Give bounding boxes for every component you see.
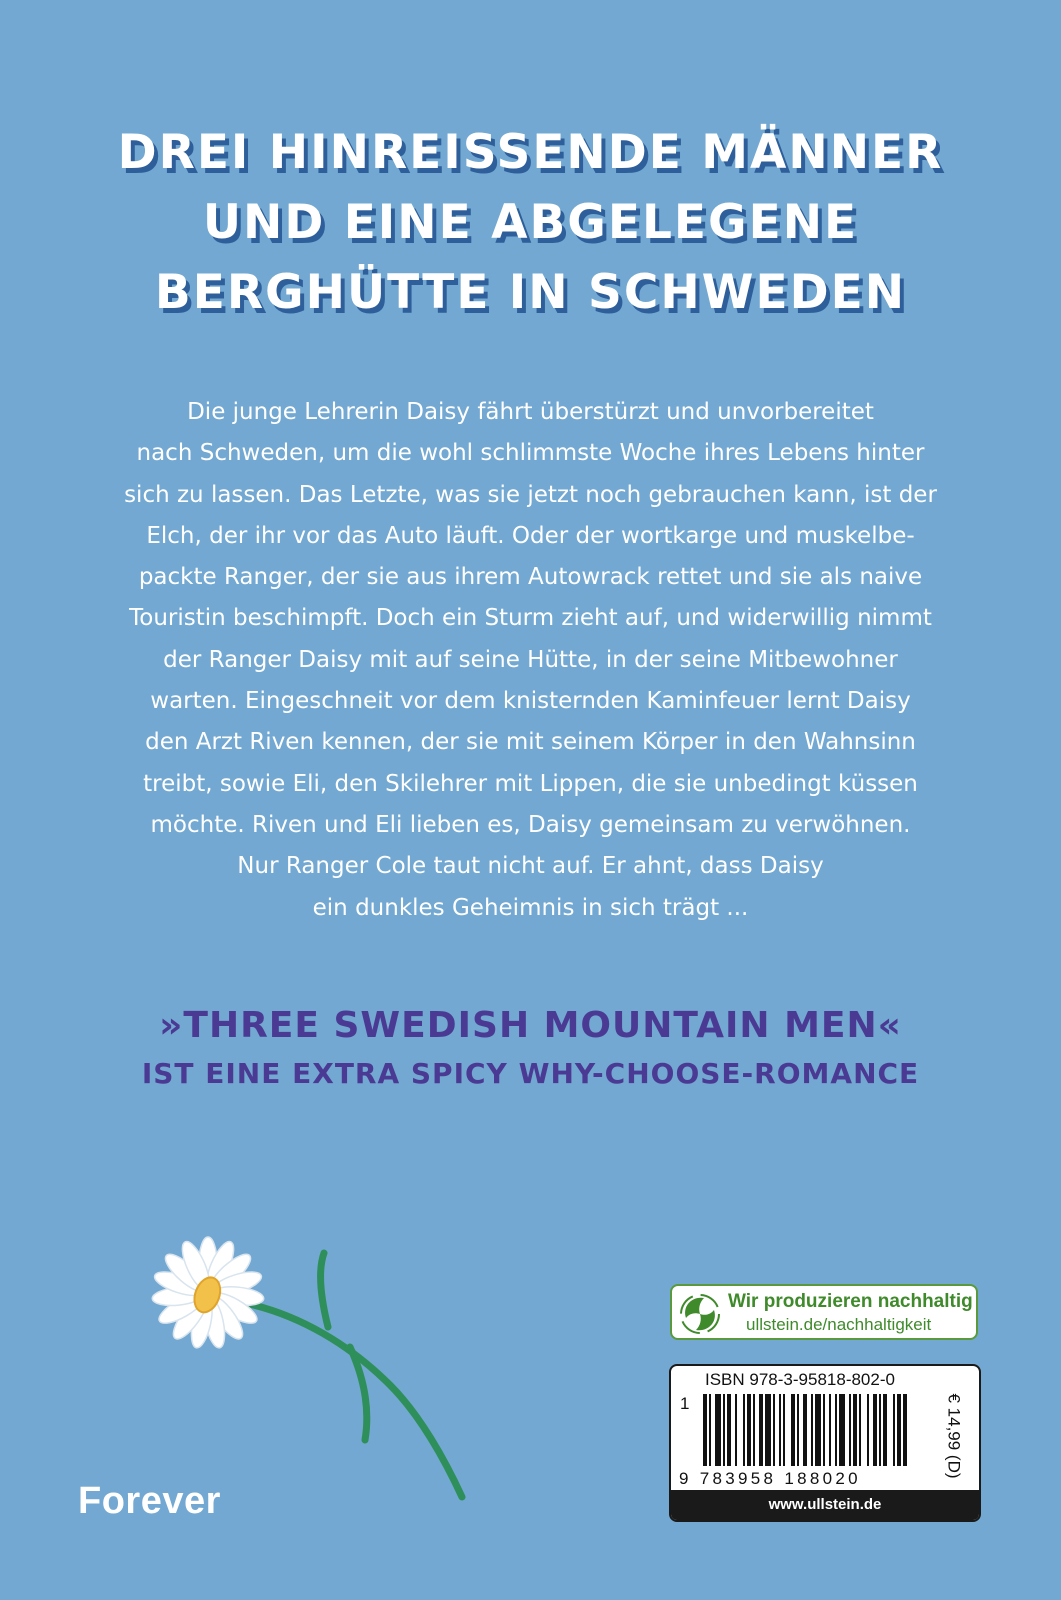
barcode-first-digit: 1 bbox=[680, 1394, 690, 1413]
blurb-line: Nur Ranger Cole taut nicht auf. Er ahnt, dass Daisy bbox=[237, 853, 824, 880]
publisher-url: www.ullstein.de bbox=[671, 1490, 979, 1520]
barcode-bar bbox=[835, 1394, 837, 1466]
blurb-line: Elch, der ihr vor das Auto läuft. Oder der wortkarge und muskelbe- bbox=[146, 522, 915, 549]
barcode-bar bbox=[709, 1394, 711, 1466]
barcode-bar bbox=[723, 1394, 725, 1466]
price-label: € 14,99 (D) bbox=[944, 1393, 964, 1479]
barcode-bar bbox=[797, 1394, 799, 1466]
publisher-brand: Forever bbox=[78, 1480, 221, 1522]
blurb-line: möchte. Riven und Eli lieben es, Daisy gemeinsam zu verwöhnen. bbox=[150, 811, 911, 838]
blurb-line: den Arzt Riven kennen, der sie mit seinem Körper in den Wahnsinn bbox=[145, 729, 916, 756]
blurb-line: ein dunkles Geheimnis in sich trägt ... bbox=[312, 894, 749, 921]
barcode-bar bbox=[839, 1394, 845, 1466]
barcode-bar bbox=[703, 1394, 707, 1466]
blurb-text bbox=[90, 392, 971, 929]
barcode-bar bbox=[783, 1394, 785, 1466]
barcode-bar bbox=[867, 1394, 869, 1466]
barcode-box bbox=[669, 1364, 981, 1522]
barcode-bar bbox=[753, 1394, 755, 1466]
tagline bbox=[0, 1000, 1061, 1096]
barcode-bar bbox=[715, 1394, 721, 1466]
blurb-line: Die junge Lehrerin Daisy fährt überstürzt und unvorbereitet bbox=[187, 399, 874, 425]
daisy-flower-icon bbox=[150, 1235, 490, 1505]
isbn-label: ISBN 978-3-95818-802-0 bbox=[705, 1370, 895, 1389]
tagline-subtitle: IST EINE EXTRA SPICY WHY-CHOOSE-ROMANCE bbox=[141, 1057, 920, 1090]
headline-line: DREI HINREISSENDE MÄNNER bbox=[117, 125, 944, 180]
barcode-bar bbox=[759, 1394, 763, 1466]
recycle-leaf-icon bbox=[678, 1292, 722, 1336]
barcode-bar bbox=[897, 1394, 901, 1466]
barcode-bar bbox=[727, 1394, 731, 1466]
blurb-line: nach Schweden, um die wohl schlimmste Woche ihres Lebens hinter bbox=[136, 440, 925, 467]
tagline-title: »THREE SWEDISH MOUNTAIN MEN« bbox=[159, 1005, 902, 1046]
barcode-bar bbox=[743, 1394, 745, 1466]
barcode-bar bbox=[859, 1394, 861, 1466]
barcode-bar bbox=[735, 1394, 737, 1466]
barcode-bar bbox=[747, 1394, 751, 1466]
barcode-bar bbox=[849, 1394, 851, 1466]
barcode-bar bbox=[779, 1394, 781, 1466]
sustainability-link: ullstein.de/nachhaltigkeit bbox=[746, 1315, 932, 1334]
barcode-bar bbox=[811, 1394, 813, 1466]
headline bbox=[0, 118, 1061, 328]
headline-line: BERGHÜTTE IN SCHWEDEN bbox=[154, 265, 907, 320]
barcode-digits: 9 783958 188020 bbox=[679, 1469, 861, 1488]
barcode-bar bbox=[803, 1394, 807, 1466]
barcode-bar bbox=[893, 1394, 895, 1466]
blurb-line: der Ranger Daisy mit auf seine Hütte, in der seine Mitbewohner bbox=[163, 646, 898, 673]
blurb-line: Touristin beschimpft. Doch ein Sturm zieht auf, und widerwillig nimmt bbox=[129, 605, 932, 632]
barcode-bar bbox=[773, 1394, 775, 1466]
sustainability-title: Wir produzieren nachhaltig bbox=[728, 1291, 973, 1312]
barcode-bar bbox=[815, 1394, 821, 1466]
barcode-bar bbox=[791, 1394, 795, 1466]
barcode-bar bbox=[883, 1394, 887, 1466]
barcode-bar bbox=[765, 1394, 771, 1466]
blurb-line: treibt, sowie Eli, den Skilehrer mit Lippen, die sie unbedingt küssen bbox=[143, 770, 918, 797]
blurb-line: sich zu lassen. Das Letzte, was sie jetzt noch gebrauchen kann, ist der bbox=[124, 481, 937, 508]
barcode-bar bbox=[829, 1394, 831, 1466]
sustainability-badge bbox=[670, 1284, 978, 1340]
blurb-line: warten. Eingeschneit vor dem knisternden Kaminfeuer lernt Daisy bbox=[150, 688, 911, 715]
barcode-bar bbox=[873, 1394, 877, 1466]
barcode-bar bbox=[853, 1394, 857, 1466]
barcode-bar bbox=[879, 1394, 881, 1466]
blurb-line: packte Ranger, der sie aus ihrem Autowrack rettet und sie als naive bbox=[138, 564, 923, 591]
headline-line: UND EINE ABGELEGENE bbox=[202, 195, 859, 250]
barcode-bar bbox=[823, 1394, 825, 1466]
barcode-bar bbox=[903, 1394, 907, 1466]
